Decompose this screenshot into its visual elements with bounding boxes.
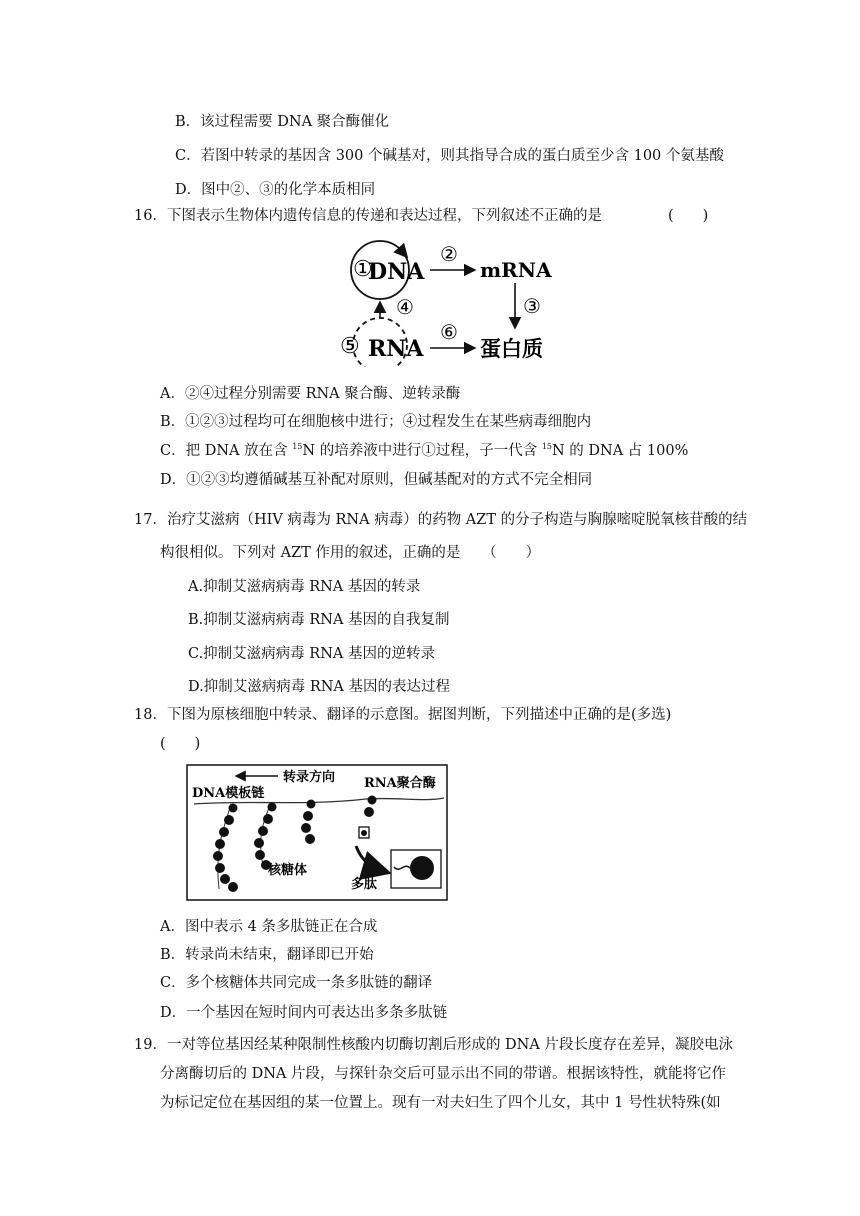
label-c6: ⑥ <box>440 320 458 344</box>
q18-option-d: D．一个基因在短时间内可表达出多条多肽链 <box>160 1005 448 1021</box>
label-rna-polymerase: RNA聚合酶 <box>364 776 436 791</box>
q15-option-c: C．若图中转录的基因含 300 个碱基对，则其指导合成的蛋白质至少含 100 个氨基酸 <box>175 148 724 164</box>
q16-stem: 16．下图表示生物体内遗传信息的传递和表达过程，下列叙述不正确的是 <box>134 208 602 224</box>
q18-option-b: B．转录尚未结束，翻译即已开始 <box>160 947 374 963</box>
q16-option-c: C．把 DNA 放在含 $^{15}$N 的培养液中进行①过程，子一代含 $^{15}$N 的 DNA 占 100% <box>160 442 689 459</box>
q16-diagram <box>330 232 570 367</box>
q15-option-d: D．图中②、③的化学本质相同 <box>175 182 376 198</box>
label-rna: RNA <box>368 336 424 362</box>
q17-stem-line1: 17．治疗艾滋病（HIV 病毒为 RNA 病毒）的药物 AZT 的分子构造与胸腺嘧啶脱氧核苷酸的结 <box>134 512 748 528</box>
q18-answer-paren: ( ) <box>160 736 201 752</box>
q17-option-b: B.抑制艾滋病病毒 RNA 基因的自我复制 <box>188 612 450 628</box>
q17-option-a: A.抑制艾滋病病毒 RNA 基因的转录 <box>188 579 421 595</box>
q19-line3: 为标记定位在基因组的某一位置上。现有一对夫妇生了四个儿女，其中 1 号性状特殊(如 <box>160 1095 721 1111</box>
label-polypeptide: 多肽 <box>351 877 378 892</box>
label-c1: ① <box>353 257 373 282</box>
label-ribosome: 核糖体 <box>268 863 308 878</box>
q19-line2: 分离酶切后的 DNA 片段，与探针杂交后可显示出不同的带谱。根据该特性，就能将它作 <box>160 1066 726 1082</box>
q16-option-a: A．②④过程分别需要 RNA 聚合酶、逆转录酶 <box>160 386 461 402</box>
q17-option-d: D.抑制艾滋病病毒 RNA 基因的表达过程 <box>188 679 451 695</box>
q18-stem: 18．下图为原核细胞中转录、翻译的示意图。据图判断，下列描述中正确的是(多选) <box>134 707 672 723</box>
q18-option-c: C．多个核糖体共同完成一条多肽链的翻译 <box>160 975 433 991</box>
q16-answer-paren: ( ) <box>668 208 709 224</box>
q15-option-b: B．该过程需要 DNA 聚合酶催化 <box>175 114 390 130</box>
label-transcription-direction: 转录方向 <box>283 770 336 785</box>
label-protein: 蛋白质 <box>480 336 543 361</box>
q18-diagram <box>186 764 448 902</box>
label-c3: ③ <box>523 294 541 318</box>
label-mrna: mRNA <box>480 258 552 282</box>
label-dna: DNA <box>368 259 425 285</box>
q17-stem-line2: 构很相似。下列对 AZT 作用的叙述，正确的是 （ ） <box>160 545 541 561</box>
q18-option-a: A．图中表示 4 条多肽链正在合成 <box>160 919 378 935</box>
q19-line1: 19．一对等位基因经某种限制性核酸内切酶切割后形成的 DNA 片段长度存在差异，凝胶电泳 <box>134 1037 733 1053</box>
q16-option-d: D．①②③均遵循碱基互补配对原则，但碱基配对的方式不完全相同 <box>160 472 593 488</box>
label-c2: ② <box>440 242 458 266</box>
label-c4: ④ <box>396 295 414 319</box>
q17-option-c: C.抑制艾滋病病毒 RNA 基因的逆转录 <box>188 646 435 662</box>
q16-option-b: B．①②③过程均可在细胞核中进行；④过程发生在某些病毒细胞内 <box>160 414 592 430</box>
label-c5: ⑤ <box>340 334 360 359</box>
label-dna-template: DNA模板链 <box>192 786 265 801</box>
